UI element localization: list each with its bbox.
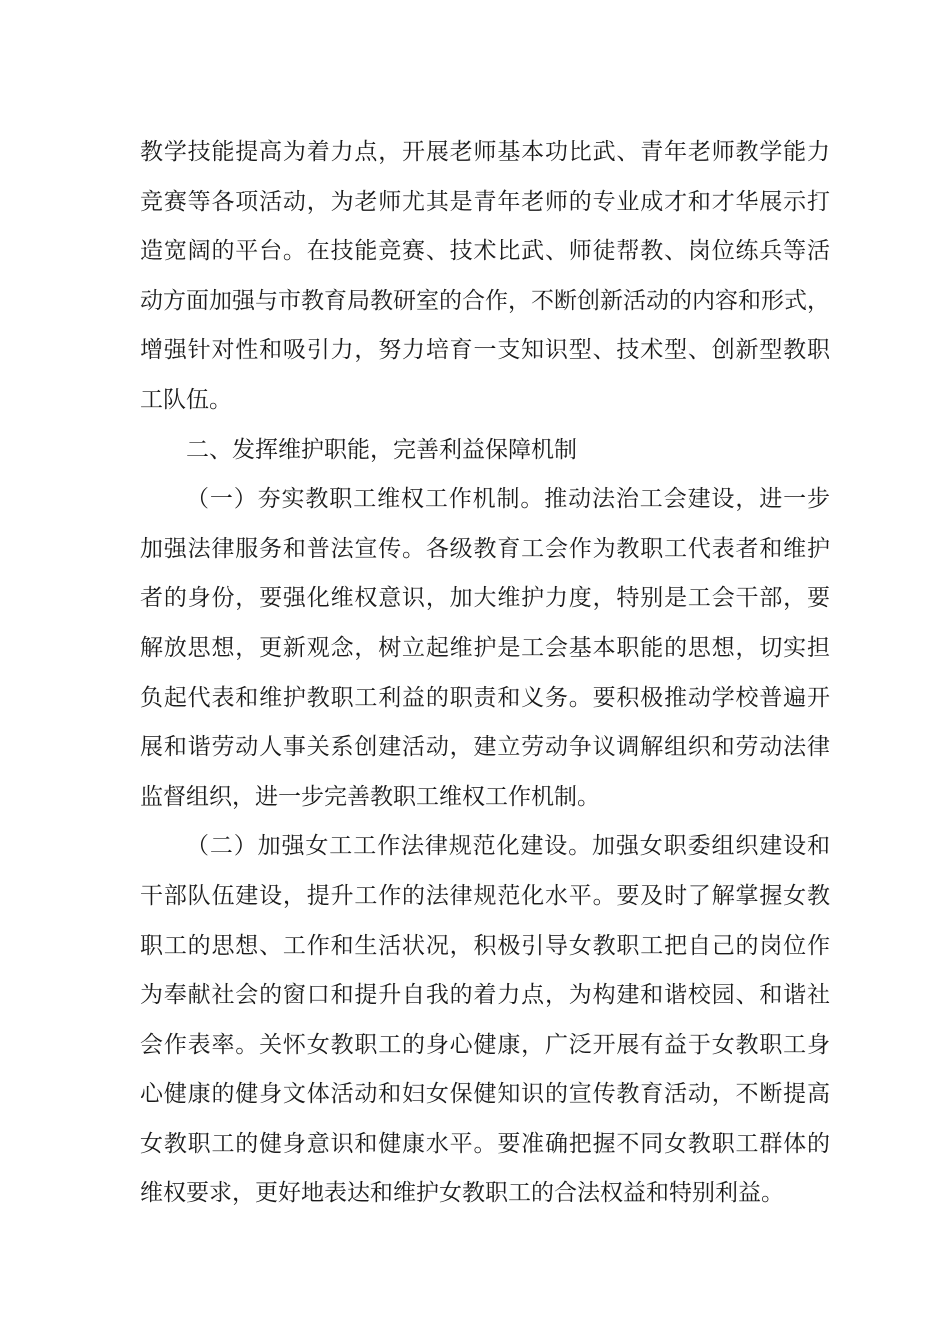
- text-line: 女教职工的健身意识和健康水平。要准确把握不同女教职工群体的: [140, 1130, 830, 1157]
- text-line: 心健康的健身文体活动和妇女保健知识的宣传教育活动，不断提高: [140, 1081, 830, 1108]
- text-line: 动方面加强与市教育局教研室的合作，不断创新活动的内容和形式，: [140, 287, 830, 314]
- paragraph-rights-mechanism: [140, 475, 830, 822]
- text-line: 造宽阔的平台。在技能竞赛、技术比武、师徒帮教、岗位练兵等活: [140, 238, 830, 265]
- text-line: 为奉献社会的窗口和提升自我的着力点，为构建和谐校园、和谐社: [140, 982, 830, 1009]
- text-line: 加强法律服务和普法宣传。各级教育工会作为教职工代表者和维护: [140, 535, 830, 562]
- text-line: 竞赛等各项活动，为老师尤其是青年老师的专业成才和才华展示打: [140, 188, 830, 215]
- text-line: （一）夯实教职工维权工作机制。推动法治工会建设，进一步: [186, 486, 830, 513]
- document-body: [140, 128, 830, 1219]
- text-line: 展和谐劳动人事关系创建活动，建立劳动争议调解组织和劳动法律: [140, 734, 830, 761]
- text-line: 维权要求，更好地表达和维护女教职工的合法权益和特别利益。: [140, 1180, 784, 1207]
- text-line: 会作表率。关怀女教职工的身心健康，广泛开展有益于女教职工身: [140, 1031, 830, 1058]
- text-line: 教学技能提高为着力点，开展老师基本功比武、青年老师教学能力: [140, 139, 830, 165]
- text-line: 工队伍。: [140, 386, 232, 413]
- paragraph-skills-platform: [140, 128, 830, 426]
- text-line: 干部队伍建设，提升工作的法律规范化水平。要及时了解掌握女教: [140, 882, 830, 909]
- text-line: 者的身份，要强化维权意识，加大维护力度，特别是工会干部，要: [140, 585, 830, 612]
- text-line: 解放思想，更新观念，树立起维护是工会基本职能的思想，切实担: [140, 634, 830, 661]
- text-line: 职工的思想、工作和生活状况，积极引导女教职工把自己的岗位作: [140, 932, 830, 959]
- text-line: 负起代表和维护教职工利益的职责和义务。要积极推动学校普遍开: [140, 684, 830, 711]
- section-heading: 二、发挥维护职能，完善利益保障机制: [186, 436, 577, 463]
- text-line: 增强针对性和吸引力，努力培育一支知识型、技术型、创新型教职: [140, 337, 830, 364]
- text-line: （二）加强女工工作法律规范化建设。加强女职委组织建设和: [186, 833, 830, 860]
- paragraph-female-workers: [140, 822, 830, 1219]
- text-line: 监督组织，进一步完善教职工维权工作机制。: [140, 783, 600, 810]
